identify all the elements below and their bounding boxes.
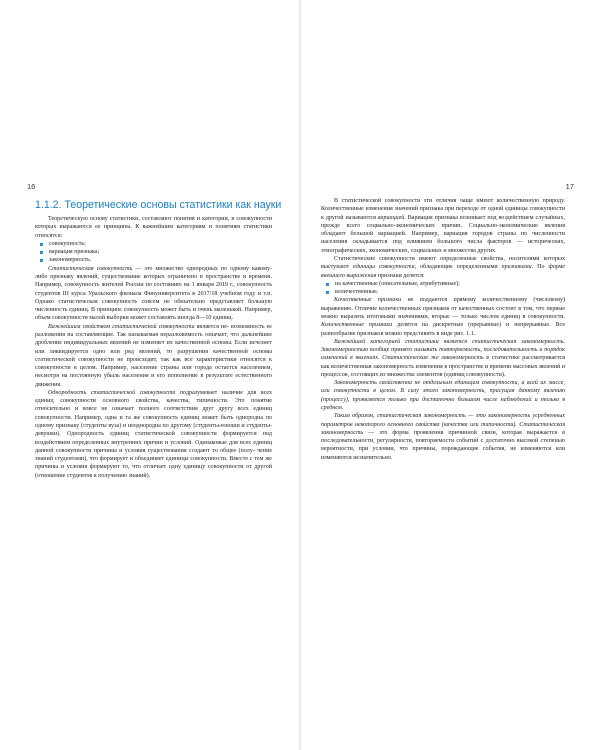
term: единицы совокупности — [353, 264, 415, 271]
paragraph: Важнейшим свойством статистической совокупности является не- возможность ее разложения на составляющие. Так называемая неразложимость означает, что дальнейшее дробление индивидуальных явлений не изменяет их качественной основы. Если исчезнет или ликвидируется одно или ряд явлений, то разрушения качественной основы статистической совокупности не происходит, так как все характеристики относятся к совокупности в целом. Например, население страны или города остается населением, несмотря на постоянную убыль населения и его пополнение в результате естественного движения. — [35, 323, 272, 388]
term: Количественные признаки — [321, 322, 393, 329]
page-number: 17 — [565, 182, 574, 191]
paragraph: Закономерность свойственна не отдельным единицам совокупности, а всей их массе, или совокупности в целом. В силу этого закономерность, присущая данному явлению (процессу), проявляется только при достаточно большом числе наблюдений и только в среднем. — [321, 380, 565, 412]
paragraph: Таким образом, статистическая закономерность — это закономерность усредненных параметров некоторого основного свойства (качества или типичности). Статистическая закономерность — это форма проявления причинной связи, которая выражается в последовательности, регулярности, повторяемости событий с достаточно высокой степенью вероятности, при условии, что причины, порождающие события, не изменяются или изменяются незначительно. — [321, 413, 565, 461]
term: Статистическая совокупность — [48, 265, 133, 272]
list-item: на качественные (описательные, атрибутивные); — [321, 280, 565, 288]
page-number: 16 — [27, 182, 36, 191]
paragraph: В статистической совокупности эти отличия чаще имеют количественную природу. Количественные изменения значений признака при переходе от одной единицы совокупности к другой называются вариацией. Вариация признака возникает под воздействием случайных, прежде всего социально-экономических причин. Социально-экономические явления обладают большой вариацией. Например, вариация городов страны по численности населения складывается под влиянием большого числа факторов — исторических, этнографических, экономических, социальных и множества других. — [321, 198, 565, 254]
term: признаками — [501, 264, 532, 271]
left-text-column — [35, 215, 272, 480]
bullet-icon — [40, 251, 43, 254]
paragraph: Важнейшей категорией статистики является статистическая закономерность. Закономерностью вообще принято называть повторяемость, последовательность и порядок изменений в явлениях. Статистическая же закономерность в статистике рассматривается как количественная закономерность изменения в пространстве и времени массовых явлений и процессов, состоящих из множества элементов (единиц совокупности). — [321, 338, 565, 378]
list-item: вариация признака; — [35, 248, 272, 256]
right-text-column — [321, 197, 565, 462]
list-item: количественные. — [321, 288, 565, 296]
right-page — [300, 0, 600, 750]
section-title: 1.1.2. Теоретические основы статистики как науки — [35, 199, 282, 211]
paragraph: Однородность статистической совокупности подразумевает наличие для всех единиц совокупности основного свойства, качества, типичности. Это понятие относительно и вовсе не означает полного соответствия друг другу всех единиц совокупности. Например, одна и та же совокупность единиц может быть однородна по одному признаку (студенты вуза) и неоднородна по другому (студенты-юноши и студенты-девушки). Однородность единиц статистической совокупности формируется под воздействием определенных внутренних причин и условий. Одинаковые для всех единиц данной совокупности причины и условия существования создают то общее (полу- чение знаний студентами), что формирует и объединяет единицы совокупности. Вместе с тем же причины и условия формируют то, что отличает одну единицу совокупности от другой (отношение студентов к получению знаний). — [35, 389, 273, 479]
intro-paragraph: Теоретическую основу статистики, составляют понятия и категории, в совокупности которых выражаются ее принципы. К важнейшим категориям и понятиям статистики относятся: — [35, 216, 272, 239]
paragraph: Качественные признаки не поддаются прямому количественному (числовому) выражению. Отличие количественных признаков от качественных состоит в том, что первые можно выразить итоговыми значениями, вторые — только числом единиц в совокупности. Количественные признаки делятся на дискретные (прерывные) и непрерывные. Все разнообразие признаков можно представить в виде рис. 1.1. — [321, 297, 566, 337]
paragraph: Статистические совокупности имеют определенные свойства, носителями которых выступают единицы совокупности, обладающие определенными признаками. По форме внешнего выражения признаки делятся: — [321, 255, 565, 279]
term: Важнейшим свойством статистической совокупности — [48, 323, 195, 330]
bullet-icon — [40, 243, 43, 246]
bullet-icon — [326, 291, 329, 294]
term: Качественные признаки — [334, 297, 402, 304]
attribute-list — [321, 280, 565, 297]
term: вариацией — [377, 214, 405, 221]
term: форме внешнего выражения — [321, 264, 565, 279]
list-item: закономерность. — [35, 256, 272, 264]
category-list — [35, 240, 272, 265]
bullet-icon — [326, 283, 329, 286]
bullet-icon — [40, 259, 43, 262]
term: Однородность статистической совокупности — [48, 389, 176, 396]
list-item: совокупность; — [35, 240, 272, 248]
paragraph: Статистическая совокупность — это множество однородных по одному какому-либо признаку явлений, существование которых ограничено в пространстве и времени. Например, совокупность жителей России по состоянию на 1 января 2019 г., совокупность студентов III курса Уральского филиала Финуниверситета в 2017/18 учебном году и т.п. Однако статистическая совокупность совсем не обязательно представляет большую численность единиц. В принципе совокупность может быть и очень маленькой. Например, объем совокупности малой выборки может составлять иногда 8—10 единиц. — [35, 265, 272, 322]
